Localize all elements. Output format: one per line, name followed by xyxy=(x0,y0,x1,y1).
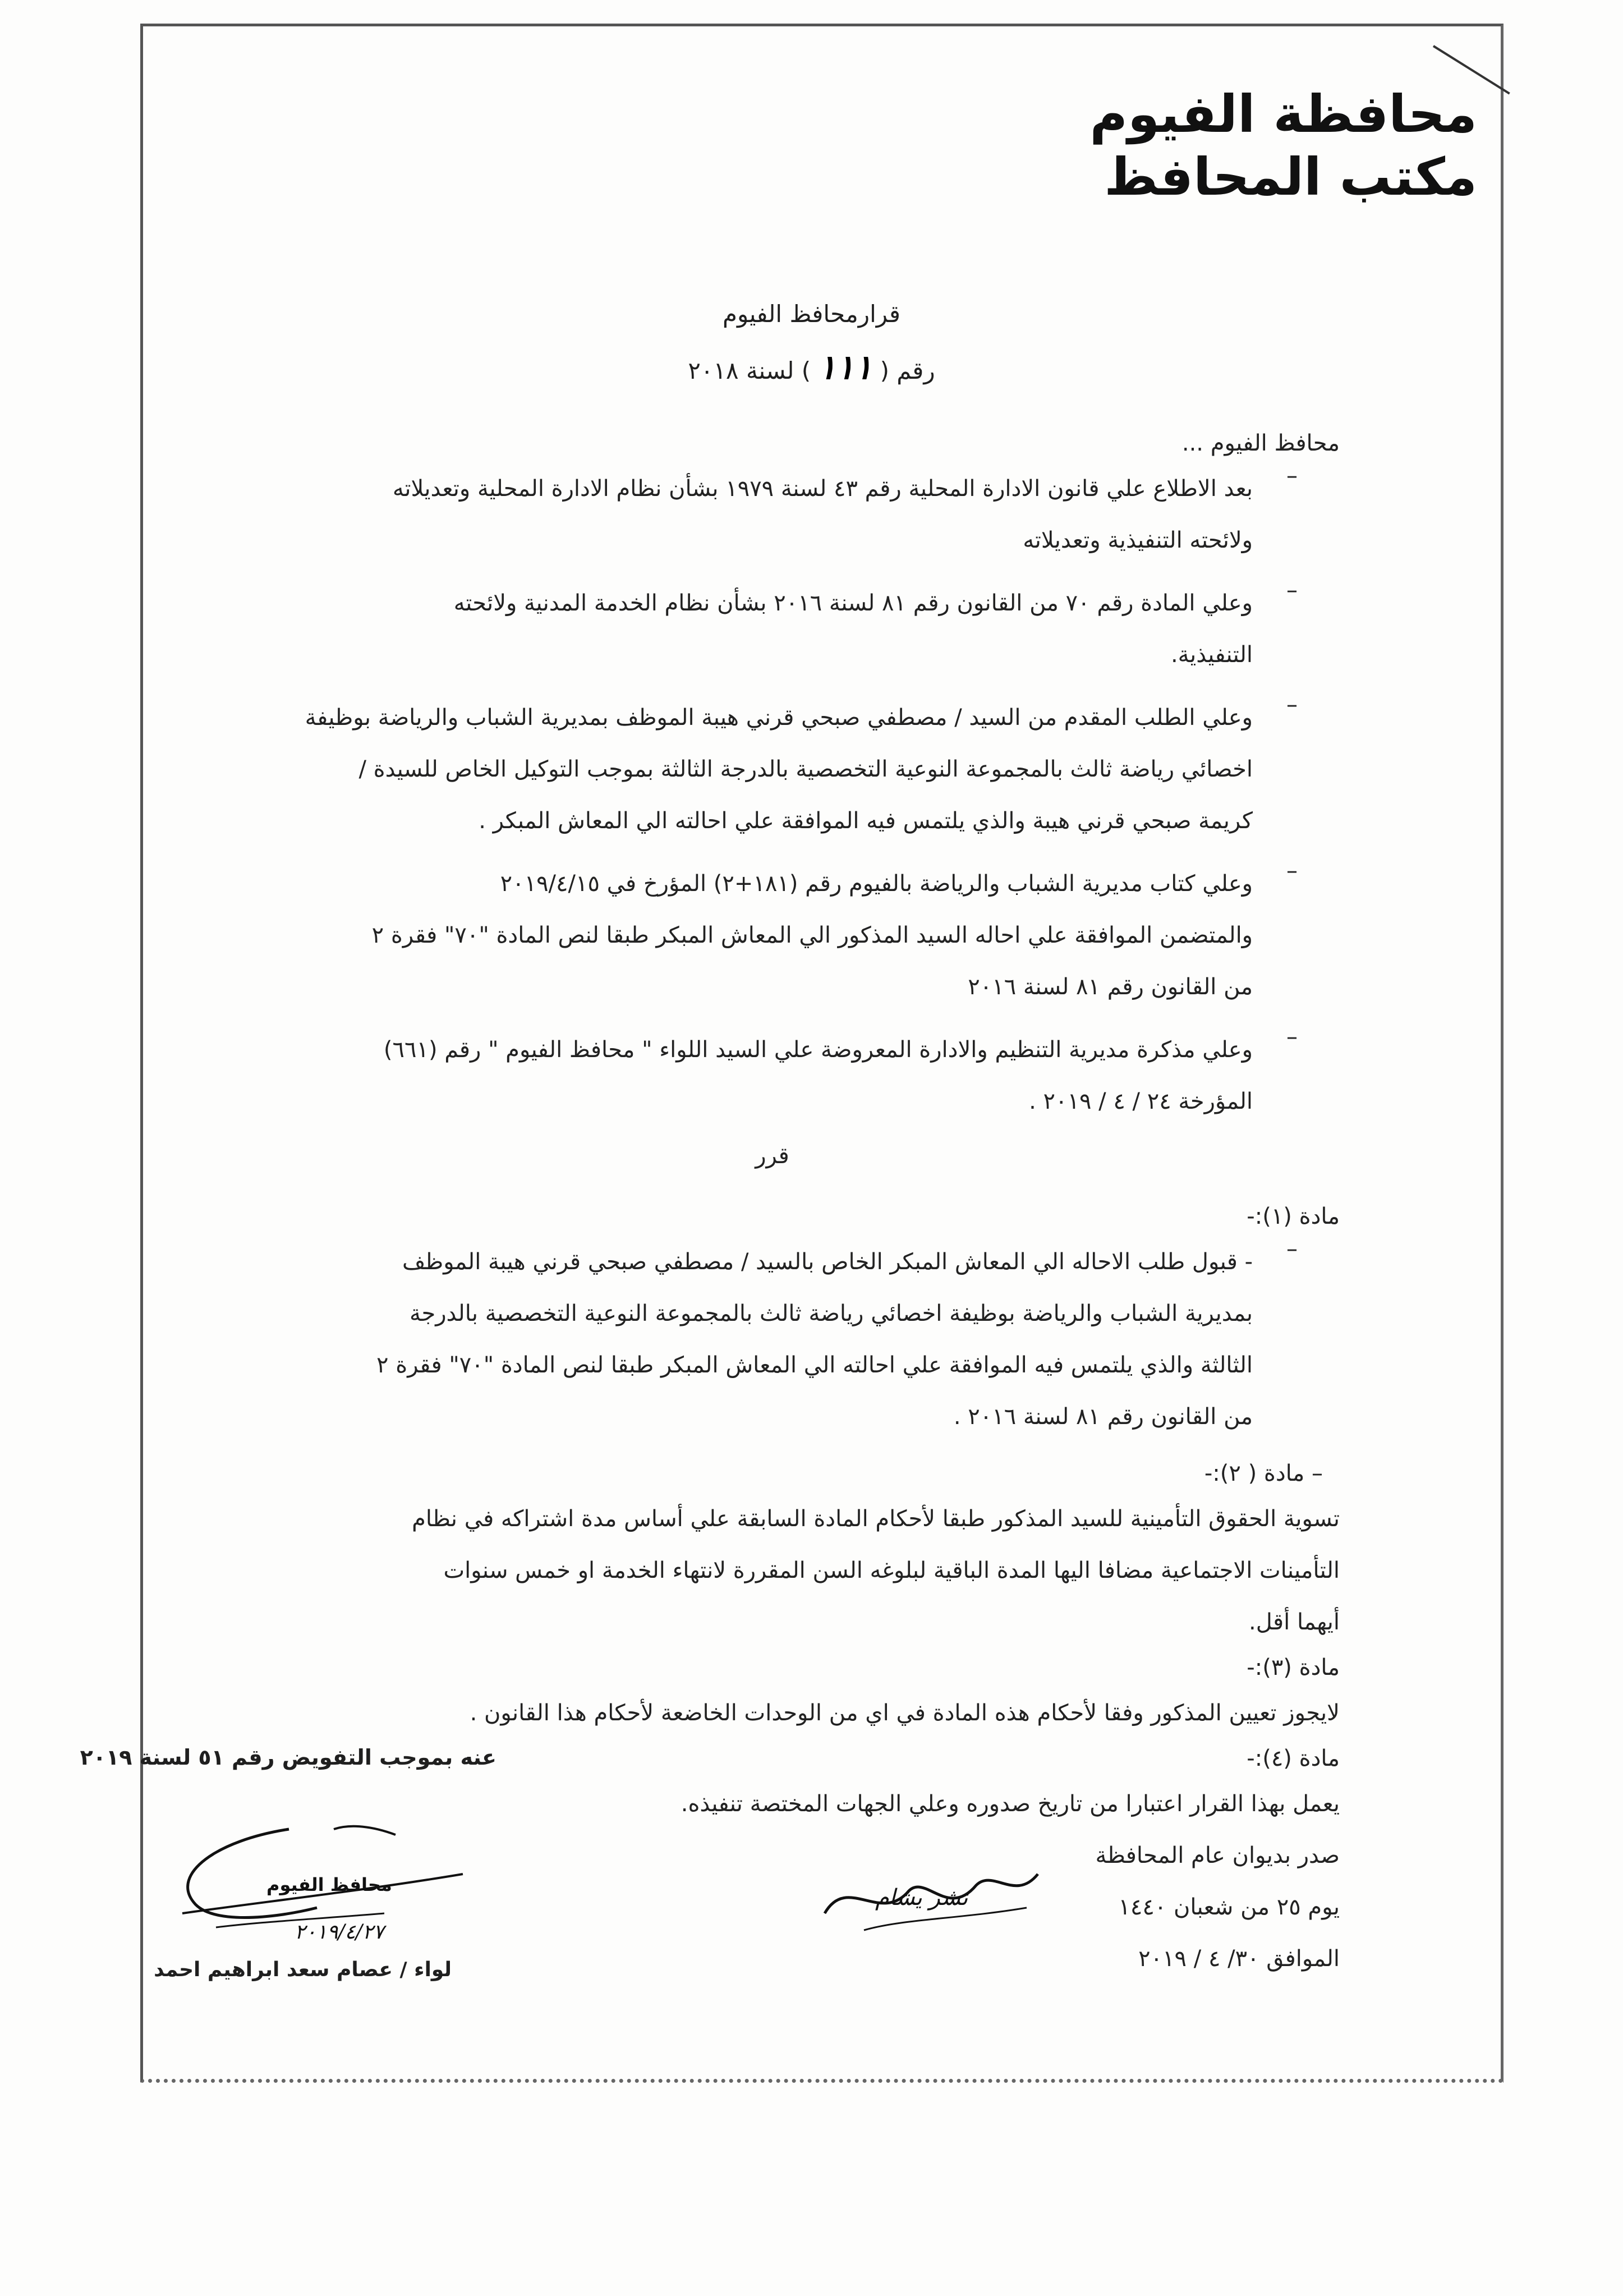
article-heading: مادة (٣):- xyxy=(1247,1655,1340,1680)
recital-item xyxy=(269,577,1298,681)
recital-item xyxy=(269,858,1298,1013)
dash-marker: – xyxy=(1286,1024,1298,1050)
decision-number-value: ١١١ xyxy=(818,348,873,387)
recital-line: المؤرخة ٢٤ / ٤ / ٢٠١٩ . xyxy=(1029,1089,1253,1114)
article-line: التأمينات الاجتماعية مضافا اليها المدة الباقية لبلوغه السن المقررة لانتهاء الخدمة او خمس سنوات xyxy=(443,1558,1340,1583)
recital-item xyxy=(269,1024,1298,1127)
decision-number xyxy=(0,348,1623,387)
approver-mark-text: نشر يشام xyxy=(875,1885,968,1911)
recital-item xyxy=(269,692,1298,847)
article-item xyxy=(269,1236,1298,1443)
governor-signature-icon xyxy=(149,1807,485,1947)
recital-line: وعلي كتاب مديرية الشباب والرياضة بالفيوم رقم (١٨١+٢) المؤرخ في ٢٠١٩/٤/١٥ xyxy=(500,871,1253,897)
issued-at: صدر بديوان عام المحافظة xyxy=(1095,1843,1340,1868)
delegation-authority: عنه بموجب التفويض رقم ٥١ لسنة ٢٠١٩ xyxy=(80,1745,496,1770)
article-line: بمديرية الشباب والرياضة بوظيفة اخصائي رياضة ثالث بالمجموعة النوعية التخصصية بالدرجة xyxy=(410,1301,1253,1326)
dash-marker: – xyxy=(1286,858,1298,884)
article-line: تسوية الحقوق التأمينية للسيد المذكور طبقا لأحكام المادة السابقة علي أساس مدة اشتراكه في نظام xyxy=(412,1506,1340,1532)
recital-line: وعلي الطلب المقدم من السيد / مصطفي صبحي قرني هيبة الموظف بمديرية الشباب والرياضة بوظيفة xyxy=(305,705,1253,731)
issuance-date: الموافق ٣٠/ ٤ / ٢٠١٩ xyxy=(1138,1946,1340,1972)
dash-marker: – xyxy=(1286,692,1298,718)
dash-marker: – xyxy=(1286,1236,1298,1262)
issuance-day: يوم ٢٥ من شعبان ١٤٤٠ xyxy=(1118,1894,1340,1920)
article-line: أيهما أقل. xyxy=(1249,1609,1340,1635)
recital-line: من القانون رقم ٨١ لسنة ٢٠١٦ xyxy=(968,974,1253,1000)
recital-line: ولائحته التنفيذية وتعديلاته xyxy=(1023,527,1253,553)
decision-title: قرارمحافظ الفيوم xyxy=(723,300,900,328)
article-2 xyxy=(269,1454,1340,1648)
signer-name: لواء / عصام سعد ابراهيم احمد xyxy=(154,1958,452,1981)
article-line: الثالثة والذي يلتمس فيه الموافقة علي احالته الي المعاش المبكر طبقا لنص المادة "٧٠" فقرة ٢ xyxy=(376,1352,1253,1378)
article-line: لايجوز تعيين المذكور وفقا لأحكام هذه المادة في اي من الوحدات الخاضعة لأحكام هذا القانون . xyxy=(470,1700,1340,1726)
recital-line: وعلي المادة رقم ٧٠ من القانون رقم ٨١ لسنة ٢٠١٦ بشأن نظام الخدمة المدنية ولائحته xyxy=(453,590,1253,616)
office-header: مكتب المحافظ xyxy=(1104,147,1477,207)
article-line: من القانون رقم ٨١ لسنة ٢٠١٦ . xyxy=(953,1404,1253,1430)
dash-marker: – xyxy=(1286,577,1298,603)
recital-line: كريمة صبحي قرني هيبة والذي يلتمس فيه الموافقة علي احالته الي المعاش المبكر . xyxy=(479,808,1253,834)
recital-line: وعلي مذكرة مديرية التنظيم والادارة المعروضة علي السيد اللواء " محافظ الفيوم " رقم (٦٦١) xyxy=(383,1037,1253,1063)
dash-marker: – xyxy=(1304,1461,1323,1486)
governorate-header: محافظة الفيوم xyxy=(1089,84,1477,144)
recital-line: والمتضمن الموافقة علي احاله السيد المذكور الي المعاش المبكر طبقا لنص المادة "٧٠" فقرة ٢ xyxy=(371,922,1253,948)
article-3 xyxy=(269,1648,1340,1739)
approver-signature xyxy=(813,1852,1049,1944)
decision-number-suffix: ) لسنة ٢٠١٨ xyxy=(688,357,811,384)
article-heading xyxy=(269,1454,1323,1493)
addressee: محافظ الفيوم ... xyxy=(1181,430,1340,456)
article-heading-text: مادة ( ٢):- xyxy=(1204,1461,1305,1486)
article-line: يعمل بهذا القرار اعتبارا من تاريخ صدوره وعلي الجهات المختصة تنفيذه. xyxy=(681,1791,1340,1817)
signature-stamp-text: محافظ الفيوم xyxy=(266,1874,392,1895)
recital-item xyxy=(269,463,1298,566)
signature-block xyxy=(80,1745,496,1992)
article-heading: مادة (٤):- xyxy=(1247,1746,1340,1771)
recital-line: اخصائي رياضة ثالث بالمجموعة النوعية التخصصية بالدرجة الثالثة بموجب التوكيل الخاص للسيدة / xyxy=(358,756,1253,782)
recital-line: بعد الاطلاع علي قانون الادارة المحلية رقم ٤٣ لسنة ١٩٧٩ بشأن نظام الادارة المحلية وتعديلاته xyxy=(392,476,1253,502)
decided-heading: قرر xyxy=(755,1143,789,1169)
article-1 xyxy=(269,1197,1340,1443)
article-heading: مادة (١):- xyxy=(1247,1204,1340,1229)
approver-signature-icon xyxy=(813,1852,1049,1941)
recitals xyxy=(269,463,1298,1127)
signature-handwritten-date: ٢٠١٩/٤/٢٧ xyxy=(295,1921,384,1944)
recital-line: التنفيذية. xyxy=(1170,642,1253,668)
dash-marker: – xyxy=(1286,463,1298,489)
article-line: - قبول طلب الاحاله الي المعاش المبكر الخاص بالسيد / مصطفي صبحي قرني هيبة الموظف xyxy=(402,1249,1253,1275)
decision-number-prefix: رقم ( xyxy=(880,357,935,384)
